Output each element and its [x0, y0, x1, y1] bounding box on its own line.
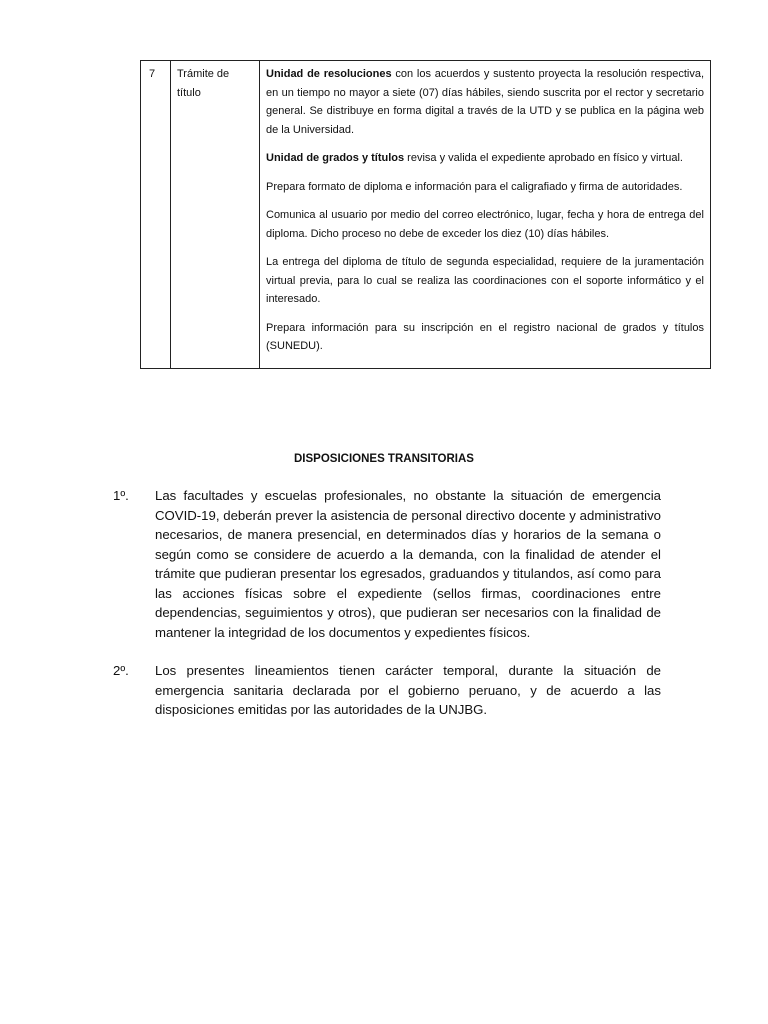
unit-grados-label: Unidad de grados y títulos: [266, 152, 405, 164]
description-paragraph: Prepara formato de diploma e información para el caligrafiado y firma de autoridades.: [266, 180, 683, 193]
disposition-text: Las facultades y escuelas profesionales, no obstante la situación de emergencia COVID-19, deberán prever la asistencia de personal directivo docente y administrativo necesarios, de manera presencial, en determinados días y horarios de la semana o según como se considere de acuerdo a la demanda, con la finalidad de atender el trámite que pudieran presentar los egresados, graduandos y titulandos, así como para las acciones físicas sobre el expediente (sellos firmas, coordinaciones entre dependencias, seguimientos y otros), que pudieran ser necesarios con la finalidad de mantener la integridad de los documentos y expedientes físicos.: [155, 488, 661, 640]
description-paragraph: Prepara información para su inscripción en el registro nacional de grados y títulos (SUNEDU).: [266, 321, 704, 352]
section-heading: DISPOSICIONES TRANSITORIAS: [294, 453, 474, 465]
paragraph-text: revisa y valida el expediente aprobado en físico y virtual.: [404, 152, 683, 164]
disposition-item: [113, 661, 661, 720]
disposition-ordinal: 1º.: [113, 488, 129, 503]
step-description: [260, 61, 711, 369]
disposition-text: Los presentes lineamientos tienen carácter temporal, durante la situación de emergencia sanitaria declarada por el gobierno peruano, y de acuerdo a las disposiciones emitidas por las autoridades de la UNJBG.: [155, 663, 661, 717]
disposition-item: [113, 486, 661, 642]
description-paragraph: [266, 65, 704, 139]
step-number: 7: [141, 61, 171, 369]
disposition-ordinal: 2º.: [113, 663, 129, 678]
step-stage: Trámite de título: [171, 61, 260, 369]
procedure-table: [140, 60, 711, 369]
table-row: [141, 61, 711, 369]
unit-resoluciones-label: Unidad de resoluciones: [266, 68, 392, 80]
description-paragraph: [266, 149, 704, 168]
description-paragraph: La entrega del diploma de título de segunda especialidad, requiere de la juramentación virtual previa, para lo cual se realiza las coordinaciones con el soporte informático y el interesado.: [266, 256, 704, 305]
paragraph-text: con los acuerdos y sustento proyecta la resolución respectiva, en un tiempo no mayor a siete (07) días hábiles, siendo suscrita por el rector y secretario general. Se distribuye en forma digital a través de la UTD y se publica en la página web de la Universidad.: [266, 68, 704, 136]
description-paragraph: Comunica al usuario por medio del correo electrónico, lugar, fecha y hora de entrega del diploma. Dicho proceso no debe de exceder los diez (10) días hábiles.: [266, 209, 704, 240]
